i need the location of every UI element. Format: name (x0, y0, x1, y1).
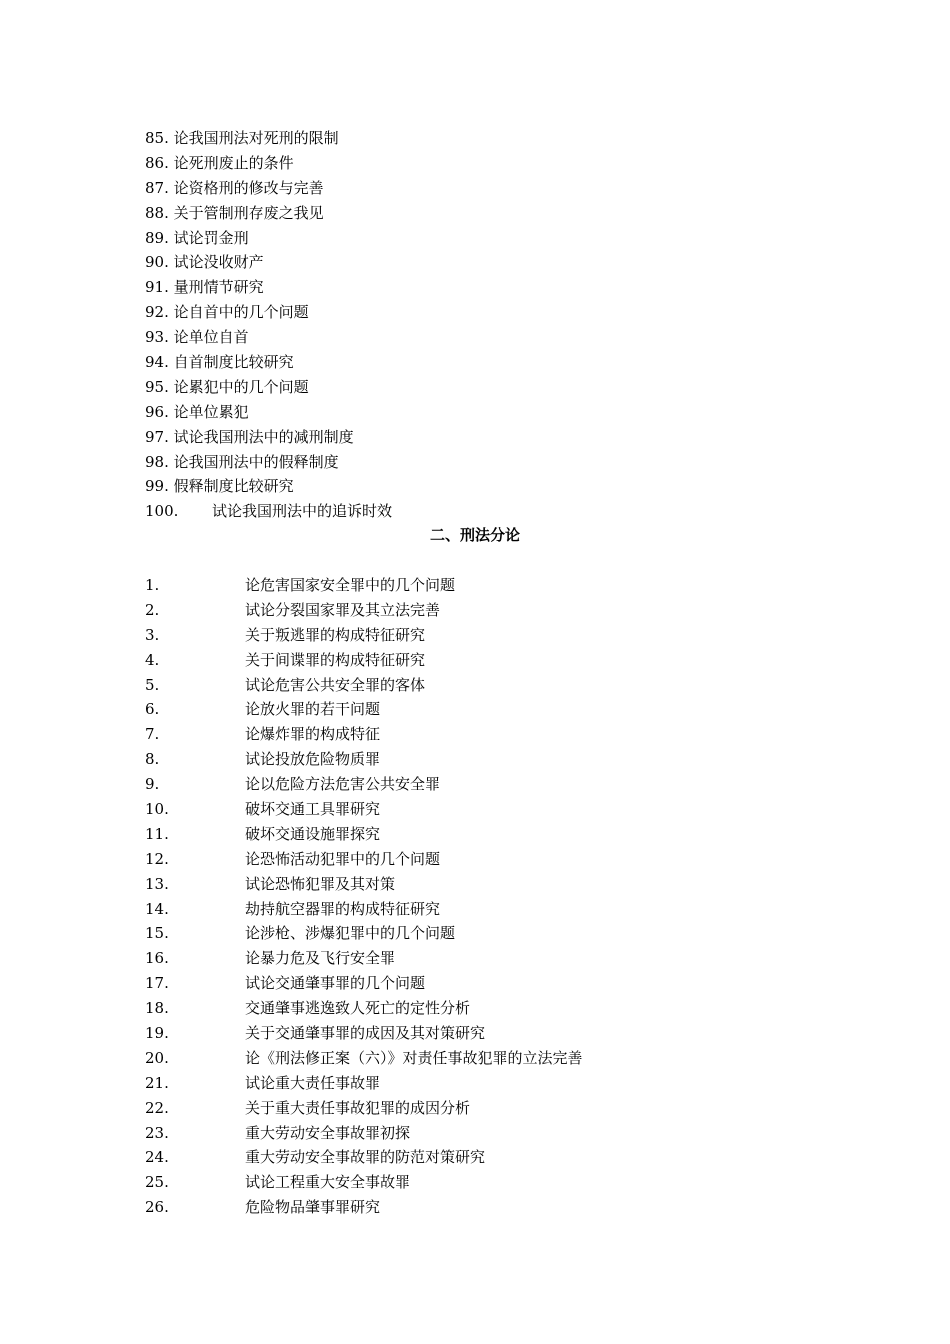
item-title: 重大劳动安全事故罪初探 (245, 1123, 411, 1142)
item-title: 关于重大责任事故犯罪的成因分析 (245, 1098, 471, 1117)
item-number: 16. (145, 949, 169, 968)
item-title: 论死刑废止的条件 (173, 153, 294, 172)
item-number: 20. (145, 1048, 169, 1067)
list-item (145, 201, 392, 226)
item-number: 100. (145, 502, 179, 521)
list-item (145, 971, 583, 996)
item-number: 89. (145, 228, 169, 247)
item-title: 论涉枪、涉爆犯罪中的几个问题 (245, 924, 456, 943)
item-number: 8. (145, 750, 160, 769)
list-item (145, 325, 392, 350)
list-item (145, 1046, 583, 1071)
list-item (145, 400, 392, 425)
item-title: 论危害国家安全罪中的几个问题 (245, 576, 456, 594)
list-item (145, 822, 583, 847)
list-item (145, 872, 583, 897)
list-item (145, 921, 583, 946)
item-number: 12. (145, 849, 169, 868)
list-item (145, 697, 583, 722)
item-number: 98. (145, 452, 169, 471)
item-number: 2. (145, 600, 160, 619)
item-title: 论资格刑的修改与完善 (173, 178, 324, 197)
item-number: 23. (145, 1123, 169, 1142)
item-number: 93. (145, 328, 169, 347)
list-item (145, 1170, 583, 1195)
item-number: 14. (145, 899, 169, 918)
item-number: 86. (145, 153, 169, 172)
item-number: 1. (145, 576, 160, 594)
item-number: 90. (145, 253, 169, 272)
item-title: 试论我国刑法中的追诉时效 (212, 502, 393, 521)
list-item (145, 151, 392, 176)
item-title: 关于管制刑存废之我见 (173, 203, 324, 222)
item-number: 13. (145, 874, 169, 893)
item-title: 自首制度比较研究 (173, 353, 294, 372)
item-title: 量刑情节研究 (173, 278, 264, 297)
item-number: 4. (145, 650, 160, 669)
item-title: 论爆炸罪的构成特征 (245, 725, 381, 744)
item-number: 11. (145, 824, 169, 843)
item-number: 6. (145, 700, 160, 719)
list-item (145, 474, 392, 499)
item-title: 试论危害公共安全罪的客体 (245, 675, 426, 694)
list-item (145, 350, 392, 375)
list-item (145, 623, 583, 648)
item-title: 论单位累犯 (173, 402, 249, 421)
item-number: 87. (145, 178, 169, 197)
item-number: 25. (145, 1173, 169, 1192)
item-title: 关于间谍罪的构成特征研究 (245, 650, 426, 669)
item-title: 破坏交通工具罪研究 (245, 800, 381, 819)
item-title: 试论交通肇事罪的几个问题 (245, 974, 426, 993)
list-item (145, 1195, 583, 1220)
list-item (145, 1021, 583, 1046)
topic-list-specific (145, 573, 583, 1220)
list-item (145, 648, 583, 673)
item-number: 5. (145, 675, 160, 694)
item-title: 论我国刑法对死刑的限制 (173, 129, 339, 147)
item-title: 试论投放危险物质罪 (245, 750, 381, 769)
item-title: 论放火罪的若干问题 (245, 700, 381, 719)
item-title: 试论恐怖犯罪及其对策 (245, 874, 396, 893)
list-item (145, 747, 583, 772)
item-number: 85. (145, 129, 169, 147)
item-number: 92. (145, 303, 169, 322)
item-title: 试论罚金刑 (173, 228, 249, 247)
item-title: 破坏交通设施罪探究 (245, 824, 381, 843)
item-number: 22. (145, 1098, 169, 1117)
list-item (145, 772, 583, 797)
item-number: 19. (145, 1024, 169, 1043)
list-item (145, 300, 392, 325)
item-number: 88. (145, 203, 169, 222)
item-title: 关于叛逃罪的构成特征研究 (245, 625, 426, 644)
item-number: 3. (145, 625, 160, 644)
list-item (145, 996, 583, 1021)
list-item (145, 176, 392, 201)
list-item (145, 499, 392, 524)
item-number: 21. (145, 1073, 169, 1092)
item-title: 重大劳动安全事故罪的防范对策研究 (245, 1148, 486, 1167)
list-item (145, 450, 392, 475)
item-title: 试论我国刑法中的减刑制度 (173, 427, 354, 446)
item-number: 96. (145, 402, 169, 421)
item-number: 99. (145, 477, 169, 496)
list-item (145, 1071, 583, 1096)
item-number: 91. (145, 278, 169, 297)
item-title: 论以危险方法危害公共安全罪 (245, 775, 441, 794)
list-item (145, 722, 583, 747)
list-item (145, 897, 583, 922)
item-number: 9. (145, 775, 160, 794)
list-item (145, 226, 392, 251)
item-number: 26. (145, 1198, 169, 1217)
list-item (145, 673, 583, 698)
list-item (145, 275, 392, 300)
item-number: 15. (145, 924, 169, 943)
item-number: 94. (145, 353, 169, 372)
item-title: 论累犯中的几个问题 (173, 377, 309, 396)
list-item (145, 573, 583, 598)
item-title: 论我国刑法中的假释制度 (173, 452, 339, 471)
item-title: 危险物品肇事罪研究 (245, 1198, 381, 1217)
list-item (145, 598, 583, 623)
item-number: 95. (145, 377, 169, 396)
list-item (145, 797, 583, 822)
list-item (145, 126, 392, 151)
item-number: 18. (145, 999, 169, 1018)
item-title: 劫持航空器罪的构成特征研究 (245, 899, 441, 918)
item-title: 论单位自首 (173, 328, 249, 347)
item-number: 97. (145, 427, 169, 446)
item-title: 论《刑法修正案（六）》对责任事故犯罪的立法完善 (245, 1048, 583, 1067)
item-number: 17. (145, 974, 169, 993)
list-item (145, 250, 392, 275)
item-title: 试论工程重大安全事故罪 (245, 1173, 411, 1192)
list-item (145, 1145, 583, 1170)
item-title: 论恐怖活动犯罪中的几个问题 (245, 849, 441, 868)
item-title: 论暴力危及飞行安全罪 (245, 949, 396, 968)
item-title: 关于交通肇事罪的成因及其对策研究 (245, 1024, 486, 1043)
list-item (145, 847, 583, 872)
item-title: 交通肇事逃逸致人死亡的定性分析 (245, 999, 471, 1018)
list-item (145, 375, 392, 400)
item-number: 10. (145, 800, 169, 819)
item-title: 假释制度比较研究 (173, 477, 294, 496)
list-item (145, 425, 392, 450)
list-item (145, 1096, 583, 1121)
item-number: 7. (145, 725, 160, 744)
section-heading: 二、刑法分论 (429, 526, 520, 544)
list-item (145, 946, 583, 971)
item-title: 试论没收财产 (173, 253, 264, 272)
item-title: 试论分裂国家罪及其立法完善 (245, 600, 441, 619)
topic-list-general (145, 126, 392, 524)
item-title: 试论重大责任事故罪 (245, 1073, 381, 1092)
item-number: 24. (145, 1148, 169, 1167)
item-title: 论自首中的几个问题 (173, 303, 309, 322)
list-item (145, 1121, 583, 1146)
